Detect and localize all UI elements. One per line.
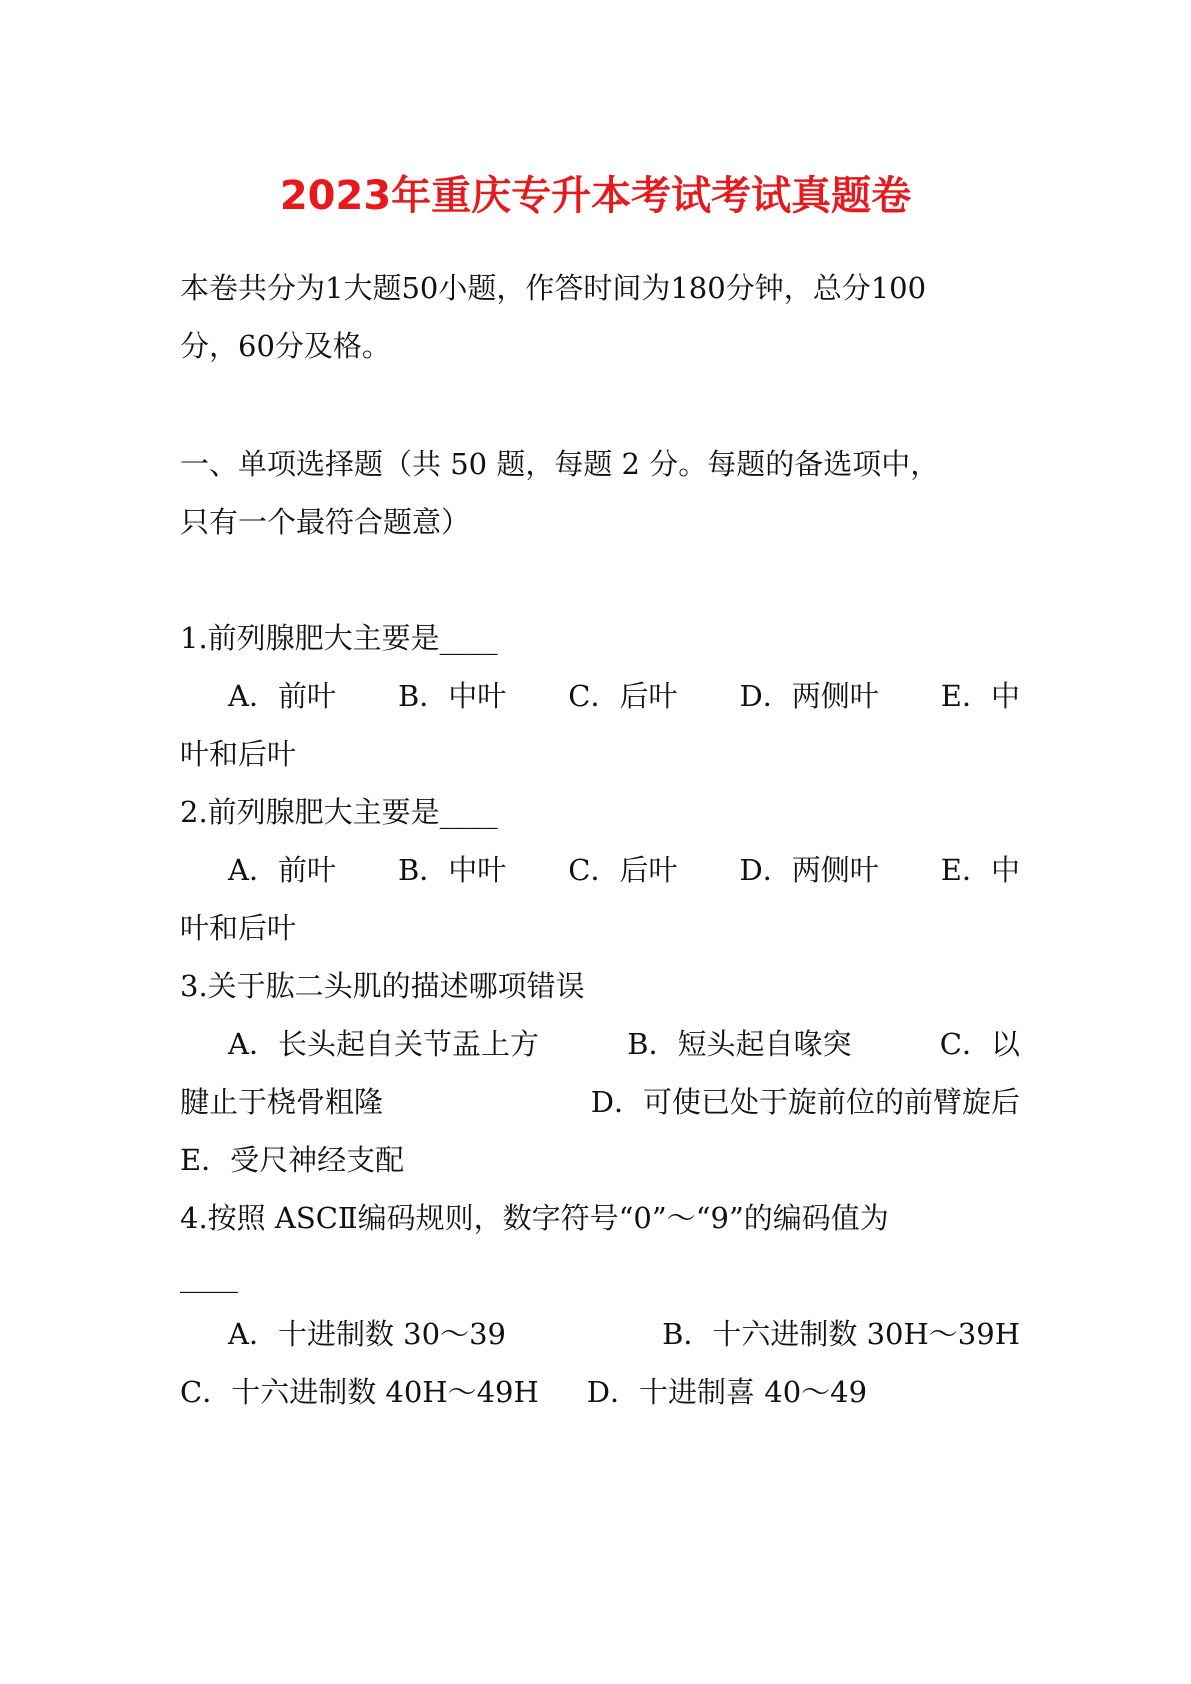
question-4-options-row-2 [180, 1372, 868, 1412]
question-3-stem: 3.关于肱二头肌的描述哪项错误 [180, 969, 585, 1003]
question-4-option-d: D．十进制喜 40～49 [586, 1375, 868, 1409]
question-2-option-c: C．后叶 [568, 853, 678, 887]
question-3-options-row-1 [228, 1024, 1020, 1064]
question-1-option-c: C．后叶 [568, 679, 678, 713]
question-2-option-e-end: 叶和后叶 [180, 911, 297, 945]
question-4-blank: ____ [180, 1259, 238, 1293]
question-2-stem: 2.前列腺肥大主要是____ [180, 795, 498, 829]
question-1-option-e-end: 叶和后叶 [180, 737, 297, 771]
question-3-option-e: E．受尺神经支配 [180, 1143, 405, 1177]
question-4-option-c: C．十六进制数 40H～49H [180, 1375, 539, 1409]
question-1-stem: 1.前列腺肥大主要是____ [180, 621, 498, 655]
question-2-options-row [228, 850, 1020, 890]
question-2-option-e-start: E．中 [940, 853, 1020, 887]
intro-line-1: 本卷共分为1大题50小题，作答时间为180分钟，总分100 [180, 271, 927, 305]
question-4-stem: 4.按照 ASCⅡ编码规则，数字符号“0”～“9”的编码值为 [180, 1201, 889, 1235]
exam-title: 2023年重庆专升本考试考试真题卷 [279, 173, 912, 219]
question-1-option-a: A．前叶 [228, 679, 336, 713]
question-3-option-b: B．短头起自喙突 [627, 1027, 852, 1061]
section-heading-line-2: 只有一个最符合题意） [180, 505, 471, 539]
question-3-option-c-end: 腱止于桡骨粗隆 [180, 1085, 384, 1119]
question-4-option-a: A．十进制数 30～39 [228, 1317, 506, 1351]
question-1-option-d: D．两侧叶 [739, 679, 879, 713]
intro-line-2: 分，60分及格。 [180, 329, 391, 363]
question-2-option-a: A．前叶 [228, 853, 336, 887]
question-1-option-e-start: E．中 [940, 679, 1020, 713]
question-4-option-b: B．十六进制数 30H～39H [662, 1317, 1020, 1351]
question-4-options-row-1 [228, 1314, 1020, 1354]
question-1-options-row [228, 676, 1020, 716]
question-2-option-d: D．两侧叶 [739, 853, 879, 887]
question-1-option-b: B．中叶 [397, 679, 507, 713]
question-3-options-row-2 [180, 1082, 1020, 1122]
section-heading-line-1: 一、单项选择题（共 50 题，每题 2 分。每题的备选项中， [180, 447, 940, 481]
question-3-option-a: A．长头起自关节盂上方 [228, 1027, 539, 1061]
question-2-option-b: B．中叶 [397, 853, 507, 887]
question-3-option-d: D．可使已处于旋前位的前臂旋后 [590, 1085, 1020, 1119]
question-3-option-c-start: C．以 [939, 1027, 1020, 1061]
